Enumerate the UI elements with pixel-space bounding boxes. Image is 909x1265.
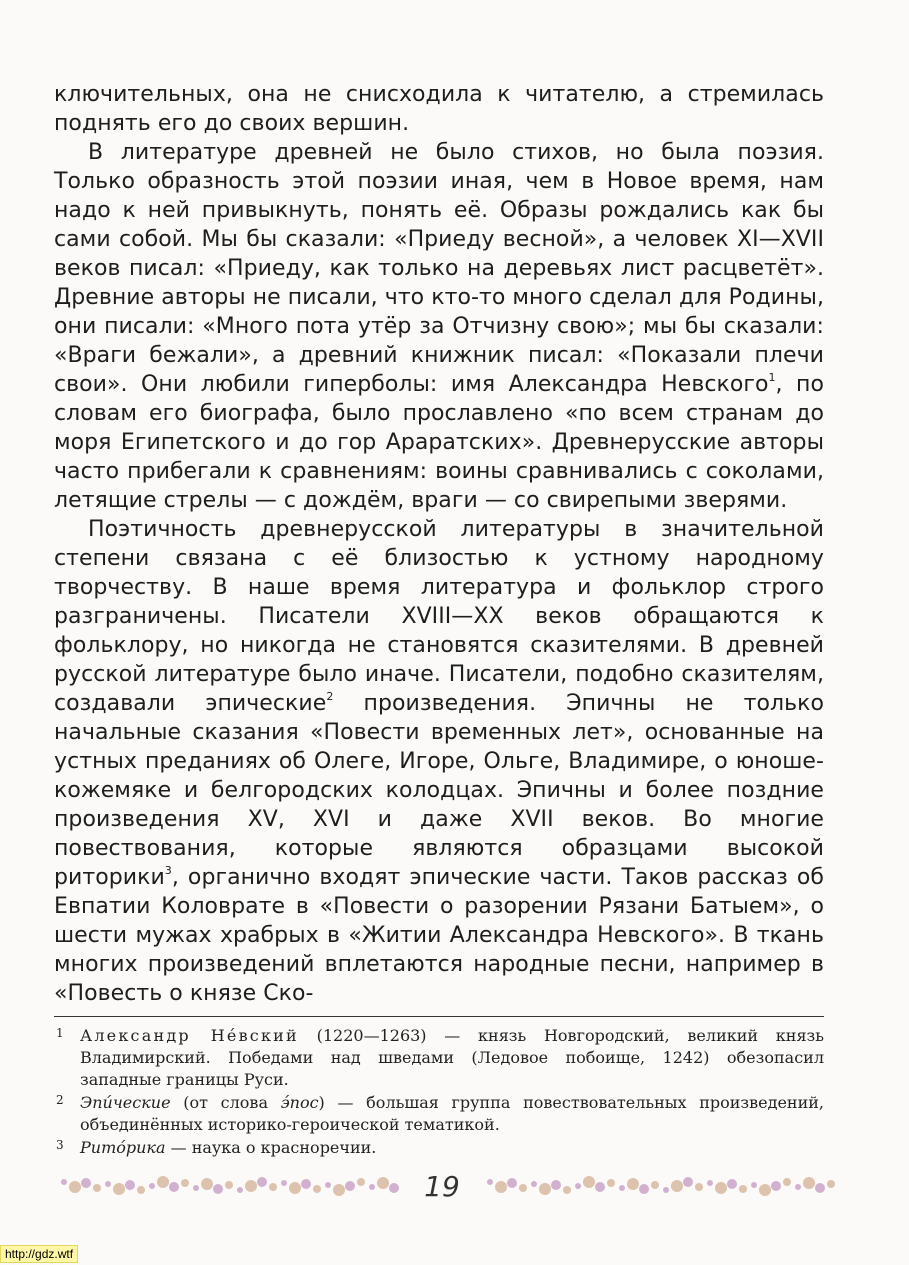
decorative-dot: [193, 1185, 199, 1191]
decorative-dot: [281, 1180, 287, 1186]
decorative-dot: [137, 1186, 145, 1194]
decorative-dot: [795, 1184, 801, 1190]
dots-right: [487, 1176, 835, 1196]
decorative-dot: [125, 1180, 135, 1190]
footnote-1-term: Александр Не́вский: [80, 1026, 299, 1045]
decorative-dot: [495, 1181, 507, 1193]
footnote-2-text: (от слова: [170, 1093, 281, 1112]
decorative-dot: [595, 1182, 605, 1192]
decorative-dot: [345, 1181, 355, 1191]
decorative-dot: [61, 1179, 67, 1185]
decorative-dot: [715, 1182, 727, 1194]
decorative-dot: [651, 1181, 659, 1189]
decorative-dot: [245, 1180, 257, 1192]
decorative-dot: [257, 1177, 267, 1187]
footnote-3-text: — наука о красноречии.: [165, 1138, 377, 1157]
decorative-dot: [113, 1183, 125, 1195]
paragraph-3-text-c: , органично входят эпические части. Таков рассказ об Евпатии Коловрате в «Повести о разорении Рязани Батыем», о шести мужах храбрых в «Житии Александра Невского». В ткань многих произведений вплетаются народные песни, например в «Повесть о князе Ско-: [54, 865, 824, 1006]
paragraph-poetry: [54, 138, 824, 515]
paragraph-3-text-a: Поэтичность древнерусской литературы в значительной степени связана с её близостью к устному народному творчеству. В наше время литература и фольклор строго разграничены. Писатели XVIII—XX веков обращаются к фольклору, но никогда не становятся сказителями. В древней русской литературе было иначе. Писатели, подобно сказителям, создавали эпические: [54, 517, 824, 716]
footnote-ref-2[interactable]: 2: [326, 690, 334, 703]
decorative-dot: [815, 1183, 825, 1193]
footnote-1: [54, 1025, 824, 1091]
decorative-dot: [639, 1184, 649, 1194]
dots-left: [61, 1176, 399, 1196]
decorative-dot: [157, 1176, 169, 1188]
paragraph-folklore: [54, 515, 824, 1008]
footnote-2-term-2: э́пос: [280, 1093, 319, 1112]
decorative-dot: [181, 1179, 189, 1187]
decorative-dot: [727, 1179, 737, 1189]
footnote-2: [54, 1092, 824, 1136]
decorative-dot: [607, 1179, 615, 1187]
decorative-dot: [369, 1184, 375, 1190]
decorative-dot: [313, 1185, 321, 1193]
decorative-dot: [759, 1184, 771, 1196]
decorative-dot: [783, 1178, 791, 1186]
decorative-dot: [289, 1182, 301, 1194]
decorative-dot: [269, 1183, 277, 1191]
footnote-ref-3[interactable]: 3: [164, 864, 172, 877]
decorative-dot: [389, 1183, 399, 1193]
decorative-dot: [105, 1181, 111, 1187]
decorative-dot: [149, 1183, 155, 1189]
decorative-dot: [539, 1183, 551, 1195]
paragraph-continuation: [54, 80, 824, 138]
decorative-dot: [519, 1184, 527, 1192]
decorative-dot: [551, 1180, 561, 1190]
decorative-dot: [671, 1180, 683, 1192]
decorative-dot: [507, 1178, 517, 1188]
footnote-3: [54, 1137, 824, 1159]
decorative-dot: [201, 1178, 213, 1190]
decorative-dot: [627, 1178, 639, 1190]
footnote-2-text-2: ) — большая группа повествовательных произведений, объединённых историко-героической тематикой.: [80, 1093, 825, 1134]
decorative-dot: [357, 1178, 365, 1186]
footnote-ref-1[interactable]: 1: [768, 371, 776, 384]
decorative-dot: [93, 1184, 101, 1192]
decorative-dot: [237, 1187, 243, 1193]
decorative-dot: [751, 1182, 757, 1188]
decorative-dot: [81, 1178, 91, 1188]
footnote-3-term: Рито́рика: [80, 1138, 166, 1157]
decorative-dot: [69, 1181, 81, 1193]
paragraph-3-text-b: произведения. Эпичны не только начальные сказания «Повести временных лет», основанные на устных преданиях об Олеге, Игоре, Ольге, Владимире, о юноше-кожемяке и белгородских колодцах. Эпичны и более поздние произведения XV, XVI и даже XVII веков. Во многие повествования, которые являются образцами высокой риторики: [54, 691, 825, 890]
decorative-dot: [333, 1184, 345, 1196]
decorative-dot: [377, 1177, 389, 1189]
decorative-dot: [695, 1183, 703, 1191]
decorative-dot: [707, 1180, 713, 1186]
decorative-dot: [827, 1180, 835, 1188]
watermark-link[interactable]: http://gdz.wtf: [0, 1245, 78, 1263]
decorative-dot: [301, 1179, 311, 1189]
decorative-dot: [487, 1179, 493, 1185]
decorative-dot: [563, 1186, 571, 1194]
footnote-2-number: 2: [56, 1093, 64, 1107]
footnote-1-text: (1220—1263) — князь Новгородский, великий князь Владимирский. Победами над шведами (Ледовое побоище, 1242) обезопасил западные границы Руси.: [80, 1026, 824, 1089]
footnote-divider: [54, 1016, 824, 1017]
paragraph-2-text-a: В литературе древней не было стихов, но была поэзия. Только образность этой поэзии иная, чем в Новое время, нам надо к ней привыкнуть, понять её. Образы рождались как бы сами собой. Мы бы сказали: «Приеду весной», а человек XI—XVII веков писал: «Приеду, как только на деревьях лист расцветёт». Древние авторы не писали, что кто-то много сделал для Родины, они писали: «Много пота утёр за Отчизну свою»; мы бы сказали: «Враги бежали», а древний книжник писал: «Показали плечи свои». Они любили гиперболы: имя Александра Невского: [54, 140, 824, 397]
footnote-1-number: 1: [56, 1026, 64, 1040]
decorative-dot: [531, 1181, 537, 1187]
footnotes: [54, 1025, 824, 1159]
decorative-dot: [583, 1176, 595, 1188]
decorative-dot: [225, 1181, 233, 1189]
paragraph-1-text: ключительных, она не снисходила к читателю, а стремилась поднять его до своих вершин.: [54, 82, 824, 136]
decorative-dot: [325, 1182, 331, 1188]
decorative-dot: [771, 1181, 781, 1191]
decorative-dot: [575, 1183, 581, 1189]
decorative-dot: [803, 1177, 815, 1189]
page-content: [54, 80, 824, 1160]
decorative-dot: [683, 1177, 693, 1187]
decorative-dot: [619, 1185, 625, 1191]
decorative-dot: [663, 1187, 669, 1193]
decorative-dot: [169, 1182, 179, 1192]
footnote-2-term: Эпи́ческие: [80, 1093, 171, 1112]
decorative-dot: [213, 1184, 223, 1194]
paragraph-2-text-b: , по словам его биографа, было прославлено «по всем странам до моря Египетского и до гор Араратских». Древнерусские авторы часто прибегали к сравнениям: воины сравнивались с соколами, летящие стрелы — с дождём, враги — со свирепыми зверями.: [54, 372, 824, 513]
page-number: 19: [424, 1170, 460, 1203]
decorative-dot: [739, 1185, 747, 1193]
footnote-3-number: 3: [56, 1138, 64, 1152]
